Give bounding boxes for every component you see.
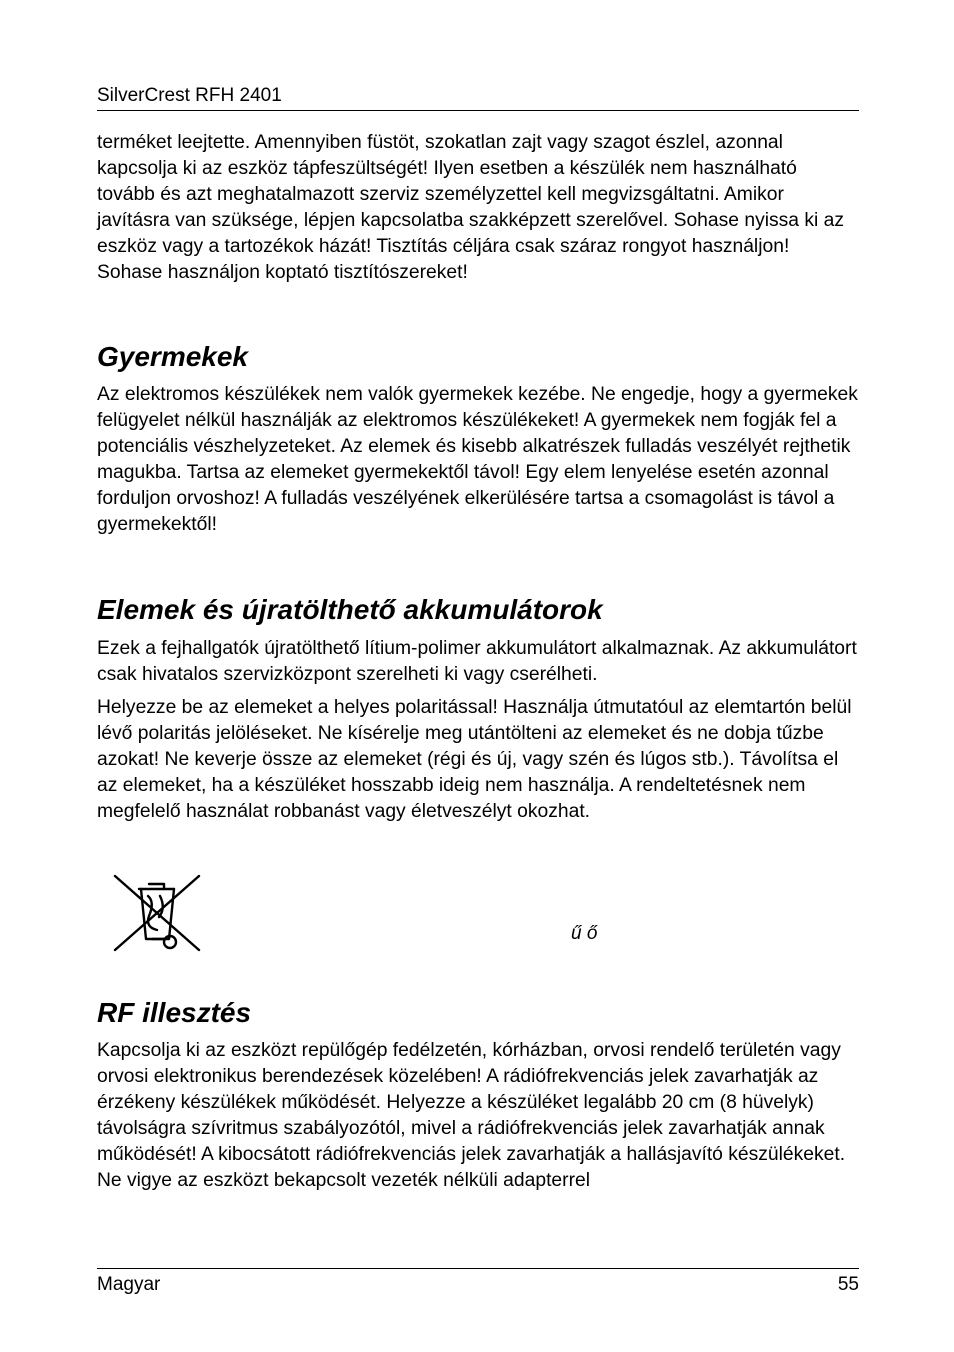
rf-heading: RF illesztés bbox=[97, 997, 252, 1028]
rf-paragraph: Kapcsolja ki az eszközt repülőgép fedélzetén, kórházban, orvosi rendelő területén vagy orvosi elektronikus berendezések közelében! A rádiófrekvenciás jelek zavarhatják az érzékeny készülékek működését. Helyezze a készüléket legalább 20 cm (8 hüvelyk) távolságra szívritmus szabályozótól, mivel a rádiófrekvenciás jelek zavarhatják annak működését! A kibocsátott rádiófrekvenciás jelek zavarhatják a hallásjavító készülékeket. Ne vigye az eszközt bekapcsolt vezeték nélküli adapterrel bbox=[97, 1040, 846, 1191]
footer-divider bbox=[97, 1268, 859, 1269]
footer-language: Magyar bbox=[97, 1274, 161, 1295]
battery-heading: Elemek és újratölthető akkumulátorok bbox=[97, 594, 603, 625]
weee-note: ű ő bbox=[571, 923, 598, 944]
page-header: SilverCrest RFH 2401 bbox=[97, 85, 282, 106]
children-paragraph: Az elektromos készülékek nem valók gyermekek kezébe. Ne engedje, hogy a gyermekek felügyelet nélkül használják az elektromos készülékeket! A gyermekek nem fogják fel a potenciális vészhelyzeteket. Az elemek és kisebb alkatrészek fulladás veszélyét rejthetik magukba. Tartsa az elemeket gyermekektől távol! Egy elem lenyelése esetén azonnal forduljon orvoshoz! A fulladás veszélyének elkerülésére tartsa a csomagolást is távol a gyermekektől! bbox=[97, 384, 858, 535]
header-divider bbox=[97, 110, 859, 111]
battery-paragraph-2: Helyezze be az elemeket a helyes polaritással! Használja útmutatóul az elemtartón belül lévő polaritás jelöléseket. Ne kísérelje meg utántölteni az elemeket és ne dobja tűzbe azokat! Ne keverje össze az elemeket (régi és új, vagy szén és lúgos stb.). Távolítsa el az elemeket, ha a készüléket hosszabb ideig nem használja. A rendeltetésnek nem megfelelő használat robbanást vagy életveszélyt okozhat. bbox=[97, 697, 852, 822]
children-heading: Gyermekek bbox=[97, 341, 249, 372]
battery-paragraph-1: Ezek a fejhallgatók újratölthető lítium-polimer akkumulátort alkalmaznak. Az akkumulátort csak hivatalos szervizközpont szerelheti ki vagy cserélheti. bbox=[97, 638, 857, 685]
page-number: 55 bbox=[837, 1274, 859, 1295]
weee-bin-icon bbox=[111, 872, 203, 954]
intro-paragraph: terméket leejtette. Amennyiben füstöt, szokatlan zajt vagy szagot észlel, azonnal kapcsolja ki az eszköz tápfeszültségét! Ilyen esetben a készülék nem használható tovább és azt meghatalmazott szerviz személyzettel kell megvizsgáltatni. Amikor javításra van szüksége, lépjen kapcsolatba szakképzett szerelővel. Sohase nyissa ki az eszköz vagy a tartozékok házát! Tisztítás céljára csak száraz rongyot használjon! Sohase használjon koptató tisztítószereket! bbox=[97, 132, 845, 283]
